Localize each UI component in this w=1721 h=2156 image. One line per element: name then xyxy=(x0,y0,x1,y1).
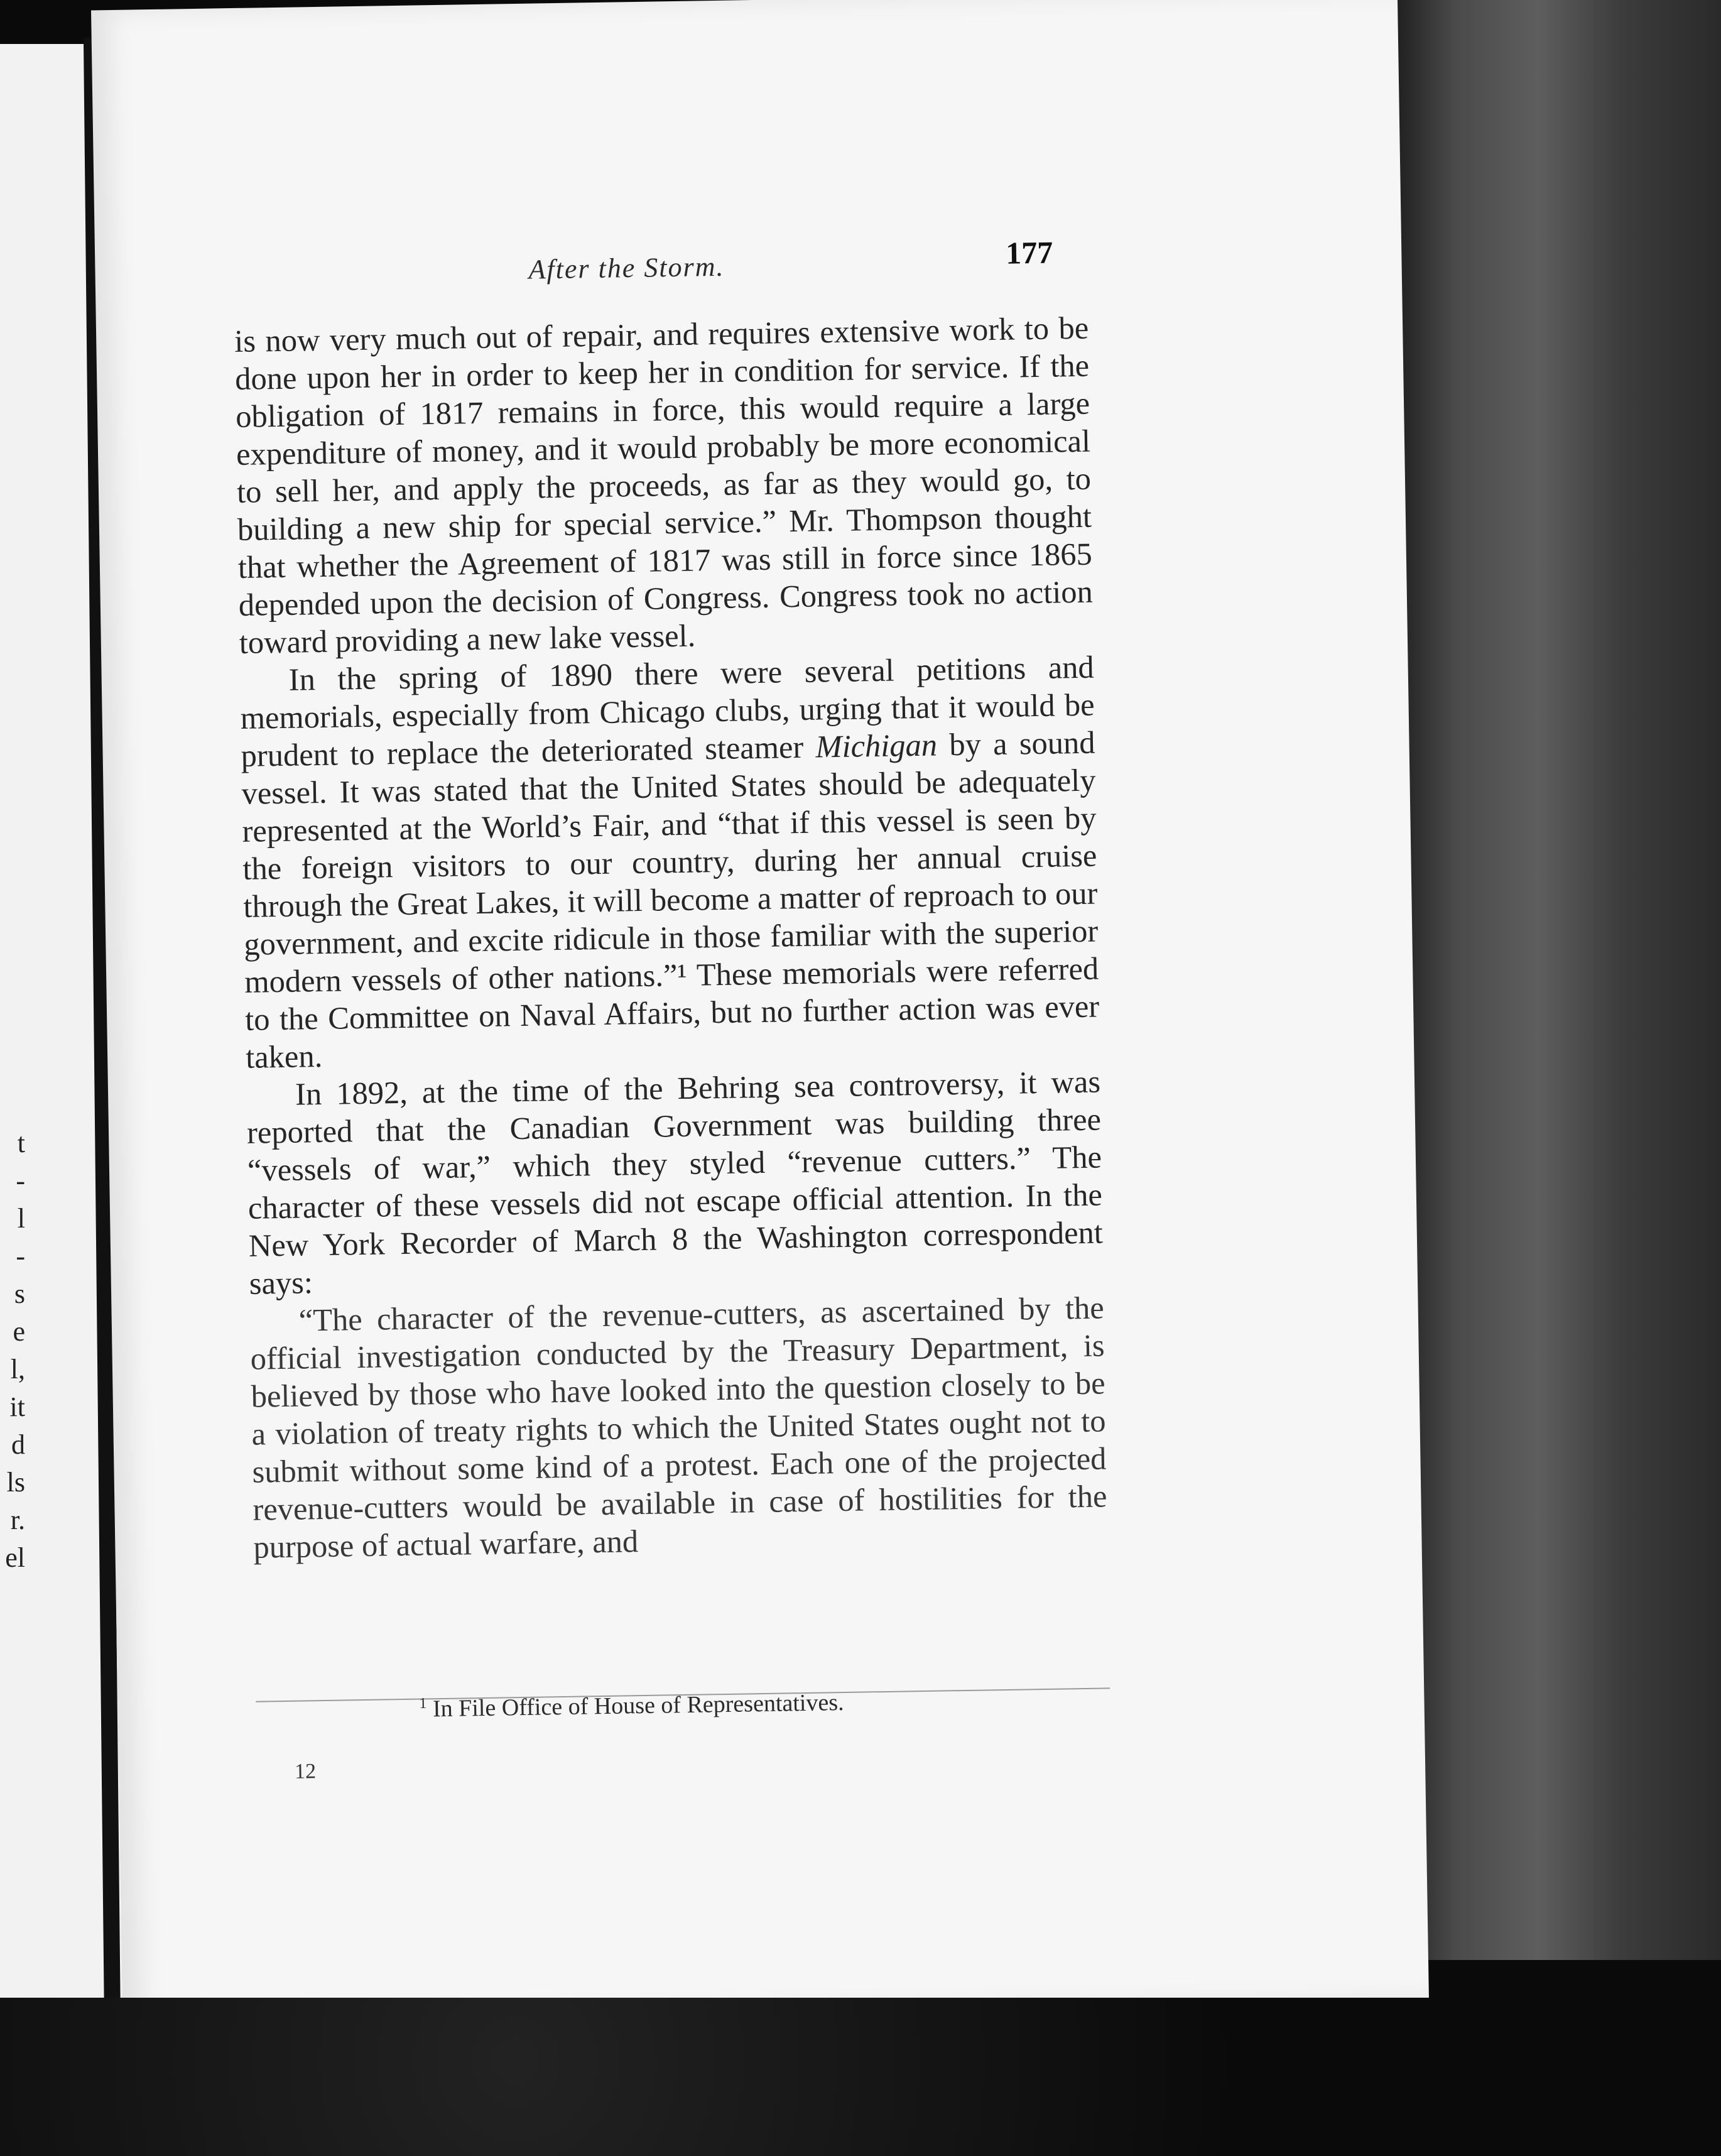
book-page xyxy=(91,0,1429,2020)
page-stack-block xyxy=(1388,0,1721,1960)
paragraph-text: by a sound vessel. It was stated that the United States should be adequately represented at the World’s Fair, and “that if this vessel is seen by the foreign visitors to our country, during her annual cruise through the Great Lakes, it will become a matter of reproach to our government, and excite ridicule in those familiar with the superior modern vessels of other nations.”¹ These memorials were referred to the Committee on Naval Affairs, but no further action was ever taken. xyxy=(241,724,1100,1075)
paragraph: In 1892, at the time of the Behring sea controversy, it was reported that the Canadian Government was building three “vessels of war,” which they styled “revenue cutters.” The character of these vessels did not escape official attention. In the New York Recorder of March 8 the Washington correspondent says: xyxy=(246,1064,1104,1301)
paragraph-text: In the spring of 1890 there were several petitions and memorials, especially from Chicago clubs, urging that it would be prudent to replace the deteriorated steamer xyxy=(240,649,1095,773)
edge-char: s xyxy=(14,1278,25,1309)
paragraph xyxy=(239,648,1100,1076)
edge-char: - xyxy=(16,1165,25,1196)
previous-page-cut-text xyxy=(0,1124,25,1577)
edge-char: ls xyxy=(6,1467,25,1498)
edge-char: it xyxy=(9,1391,25,1422)
ship-name-italic: Michigan xyxy=(815,727,938,765)
signature-mark: 12 xyxy=(294,1760,317,1783)
footnote xyxy=(419,1689,844,1723)
edge-char: - xyxy=(16,1241,25,1271)
edge-char: el xyxy=(5,1542,25,1573)
running-head: After the Storm. xyxy=(528,251,725,285)
paragraph: is now very much out of repair, and requires extensive work to be done upon her in order to keep her in condition for service. If the obligation of 1817 remains in force, this would require a large expenditure of money, and it would probably be more economical to sell her, and apply the proceeds, as far as they would go, to building a new ship for special service.” Mr. Thompson thought that whether the Agreement of 1817 was still in force since 1865 depended upon the decision of Congress. Congress took no action toward providing a new lake vessel. xyxy=(234,310,1094,660)
footnote-marker: 1 xyxy=(419,1695,427,1712)
edge-char: l xyxy=(17,1203,25,1234)
scan-bottom-edge xyxy=(0,1998,1721,2156)
edge-char: r. xyxy=(10,1505,25,1535)
edge-char: d xyxy=(11,1429,25,1460)
edge-char: t xyxy=(17,1128,25,1158)
body-text xyxy=(234,309,1108,1566)
quoted-paragraph: “The character of the revenue-cutters, as ascertained by the official investigation conducted by the Treasury Department, is believed by those who have looked into the question closely to be a violation of treaty rights to which the United States ought not to submit without some kind of a protest. Each one of the projected revenue-cutters would be available in case of hostilities for the purpose of actual warfare, and xyxy=(250,1290,1107,1565)
edge-char: e xyxy=(13,1316,25,1347)
page-number: 177 xyxy=(1005,234,1053,271)
edge-char: l, xyxy=(10,1354,25,1385)
footnote-text: In File Office of House of Representatives. xyxy=(432,1689,844,1723)
